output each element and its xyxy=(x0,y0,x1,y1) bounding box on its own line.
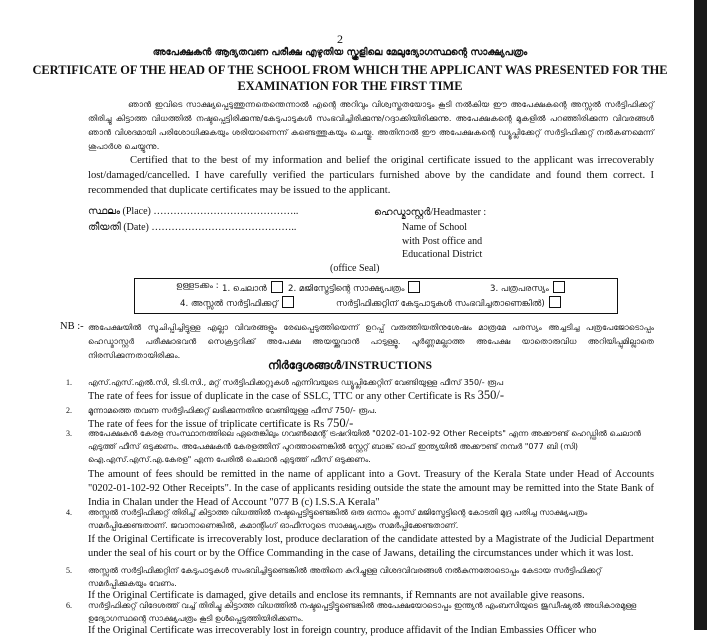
instruction-6-english: If the Original Certificate was irrecoverably lost in foreign country, produce affidavit of the Indian Embassies Officer who xyxy=(88,625,597,636)
instruction-6-malayalam: സർട്ടിഫിക്കറ്റ് വിദേശത്ത് വച്ച് തിരിച്ചു കിട്ടാത്ത വിധത്തിൽ നഷ്ടപ്പെട്ടിട്ടുണ്ടെങ്കിൽ അപേക്ഷയോടൊപ്പം ഇന്ത്യൻ എംബസിയുടെ ജുഡീഷ്യൽ അധികാരമുള്ള ഉദ്യോഗസ്ഥന്റെ സാക്ഷ്യപത്രം കൂടി ഉൾപ്പെടുത്തിയിരിക്കണം. xyxy=(88,601,637,623)
instruction-number: 2. xyxy=(66,406,72,415)
instruction-5-malayalam: അസ്സൽ സർട്ടിഫിക്കറ്റിന് കേടുപാടുകൾ സംഭവിച്ചിട്ടുണ്ടെങ്കിൽ അതിനെ കുറിച്ചുള്ള വിശദവിവരങ്ങൾ നൽകുന്നതോടൊപ്പം കേടായ സർട്ടിഫിക്കറ്റ് സമർപ്പിക്കുകയും വേണം. xyxy=(88,566,602,588)
enclosure-chalan: 1. ചെലാൻ xyxy=(222,281,283,294)
title-english: CERTIFICATE OF THE HEAD OF THE SCHOOL FROM WHICH THE APPLICANT WAS PRESENTED FOR THE EXAMINATION FOR THE FIRST TIME xyxy=(32,63,668,93)
place-field: സ്ഥലം (Place) …………………………………….. xyxy=(88,206,299,217)
fee-amount-duplicate: 350/- xyxy=(477,388,505,402)
enclosure-magistrate-certificate: 2. മജിസ്ട്രേട്ടിന്റെ സാക്ഷ്യപത്രം xyxy=(288,281,420,294)
original-certificate-checkbox[interactable] xyxy=(282,296,294,308)
title-malayalam: അപേക്ഷകൻ ആദ്യതവണ പരീക്ഷ എഴുതിയ സ്കൂളിലെ മേലുദ്യോഗസ്ഥന്റെ സാക്ഷ്യപത്രം xyxy=(152,47,528,58)
chalan-checkbox[interactable] xyxy=(271,281,283,293)
damaged-certificate-checkbox[interactable] xyxy=(549,296,561,308)
page-number: 2 xyxy=(337,32,343,46)
instruction-number: 1. xyxy=(66,378,72,387)
nb-text: അപേക്ഷയിൽ സൂചിപ്പിച്ചിട്ടുള്ള എല്ലാ വിവരങ്ങളും രേഖപ്പെടുത്തിയെന്ന് ഉറപ്പ് വരുത്തിയതിനുശേഷം മാത്രമേ പരസ്യം അച്ചടിച്ച പത്രപേജോടൊപ്പം ഹെഡ്മാസ്റ്റർ പരീക്ഷാഭവൻ സെക്രട്ടറിക്ക് അപേക്ഷ അയയ്ക്കുവാൻ പാടുള്ളൂ. പൂർണ്ണമല്ലാത്ത അപേക്ഷ യാതൊരുവിധ അറിയിപ്പുമില്ലാതെ നിരസിക്കുന്നതായിരിക്കും. xyxy=(88,322,654,360)
enclosure-damaged-note: സർട്ടിഫിക്കറ്റിന് കേടുപാടുകൾ സംഭവിച്ചതാണെങ്കിൽ) xyxy=(336,296,561,309)
newspaper-ad-checkbox[interactable] xyxy=(553,281,565,293)
certificate-text-english: Certified that to the best of my information and belief the original certificate issued to the applicant was irrecoverably lost/damaged/cancelled. I have carefully verified the particulars furnished above by the candidate and found them correct. I recommended that duplicate certificates may be issued to the applicant. xyxy=(88,155,654,196)
instructions-heading: നിർദ്ദേശങ്ങൾ/INSTRUCTIONS xyxy=(268,360,432,372)
instruction-5-english: If the Original Certificate is damaged, give details and enclose its remnants, if Remnants are not available give reasons. xyxy=(88,590,585,601)
instruction-number: 4. xyxy=(66,508,72,517)
enclosures-label: ഉള്ളടക്കം : xyxy=(176,281,219,291)
fee-amount-triplicate: 750/- xyxy=(326,416,354,430)
instruction-1-malayalam: എസ്.എസ്.എൽ.സി, ടി.ടി.സി., മറ്റ് സർട്ടിഫിക്കറ്റുകൾ എന്നിവയുടെ ഡ്യൂപ്ലിക്കേറ്റിന് വേണ്ടിയുള്ള ഫീസ് 350/- രൂപ xyxy=(88,378,504,387)
instruction-2-malayalam: മൂന്നാമത്തെ തവണ സർട്ടിഫിക്കറ്റ് ലഭിക്കുന്നതിനു വേണ്ടിയുള്ള ഫീസ് 750/- രൂപ. xyxy=(88,406,377,415)
post-office-label: with Post office and xyxy=(402,236,483,247)
educational-district-label: Educational District xyxy=(402,249,483,260)
instruction-4-malayalam: അസ്സൽ സർട്ടിഫിക്കറ്റ് തിരിച്ച് കിട്ടാത്ത വിധത്തിൽ നഷ്ടപ്പെട്ടിട്ടുണ്ടെങ്കിൽ ഒരു ഒന്നാം ക്ലാസ് മജിസ്ട്രേട്ടിന്റെ കോടതി മുദ്ര പതിച്ച സാക്ഷ്യപത്രം സമർപ്പിക്കേണ്ടതാണ്. ജവാനാണെങ്കിൽ, കമാന്റിംഗ് ഓഫീസറുടെ സാക്ഷ്യപത്രം സമർപ്പിക്കേണ്ടതാണ്. xyxy=(88,508,588,530)
nb-label: NB :- xyxy=(60,321,84,332)
enclosure-newspaper-ad: 3. പത്രപരസ്യം xyxy=(490,281,565,294)
instruction-number: 6. xyxy=(66,601,72,610)
enclosure-original-certificate: 4. അസ്സൽ സർട്ടിഫിക്കറ്റ് xyxy=(180,296,294,309)
instruction-2-english: The rate of fees for the issue of triplicate certificate is Rs 750/- xyxy=(88,416,354,430)
instruction-3-malayalam: അപേക്ഷകൻ കേരള സംസ്ഥാനത്തിലെ ഏതെങ്കിലും ഗവൺമെന്റ് ട്രഷറിയിൽ "0202-01-102-92 Other Receipts" എന്ന അക്കൗണ്ട് ഹെഡ്ഡിൽ ചെലാൻ എടുത്ത് ഫീസ് ഒടുക്കണം. അപേക്ഷകൻ കേരളത്തിന് പുറത്താണെങ്കിൽ സ്റ്റേറ്റ് ബാങ്ക് ഓഫ് ഇന്ത്യയിൽ അക്കൗണ്ട് നമ്പർ "077 ബി (സി) ഐ.എസ്.എസ്.എ.കേരള" എന്ന പേരിൽ ചെലാൻ എടുത്ത് ഫീസ് ഒടുക്കണം. xyxy=(88,429,641,464)
instruction-3-english: The amount of fees should be remitted in the name of applicant into a Govt. Treasury of the Kerala State under Head of Accounts "0202-01-102-92 Other Receipts". In the case of applicants residing outside the state the amount may be remitted into the State Bank of India in Chalan under the Head of Account "077 B (c) I.S.S.A Kerala" xyxy=(88,469,654,508)
certificate-text-malayalam: ഞാൻ ഇവിടെ സാക്ഷ്യപ്പെടുത്തുന്നതെന്തെന്നാൽ എന്റെ അറിവും വിശ്വസ്തതയോടും കൂടി നൽകിയ ഈ അപേക്ഷകന്റെ അസ്സൽ സർട്ടിഫിക്കറ്റ് തിരിച്ചു കിട്ടാത്ത വിധത്തിൽ നഷ്ടപ്പെട്ടിരിക്കുന്നു/കേടുപാടുകൾ സംഭവിച്ചിരിക്കുന്നു/റദ്ദാക്കിയിരിക്കുന്നു. അപേക്ഷകന്റെ മുകളിൽ പറഞ്ഞിരിക്കുന്ന വിവരങ്ങൾ ഞാൻ വിശദമായി പരിശോധിക്കുകയും ശരിയാണെന്ന് കണ്ടെത്തുകയും ചെയ്തു. അതിനാൽ ഈ അപേക്ഷകന്റെ ഡ്യൂപ്ലിക്കേറ്റ് സർട്ടിഫിക്കറ്റ് നൽകണമെന്ന് ശുപാർശ ചെയ്യുന്നു. xyxy=(88,99,654,151)
instruction-number: 5. xyxy=(66,566,72,575)
school-name-label: Name of School xyxy=(402,222,467,233)
instruction-1-english: The rate of fees for issue of duplicate in the case of SSLC, TTC or any other Certificate is Rs 350/- xyxy=(88,388,505,402)
office-seal-label: (office Seal) xyxy=(330,263,380,274)
date-field: തീയതി (Date) …………………………………….. xyxy=(88,222,297,233)
magistrate-certificate-checkbox[interactable] xyxy=(408,281,420,293)
headmaster-label: ഹെഡ്മാസ്റ്റർ/Headmaster : xyxy=(374,207,487,218)
instruction-number: 3. xyxy=(66,429,72,438)
page-edge-shadow xyxy=(694,0,707,630)
instruction-4-english: If the Original Certificate is irrecoverably lost, produce declaration of the candidate attested by a Magistrate of the Judicial Department under the seal of his court or by the Office Commanding in the case of Jawans, detailing the circumstances under which it was lost. xyxy=(88,534,654,559)
